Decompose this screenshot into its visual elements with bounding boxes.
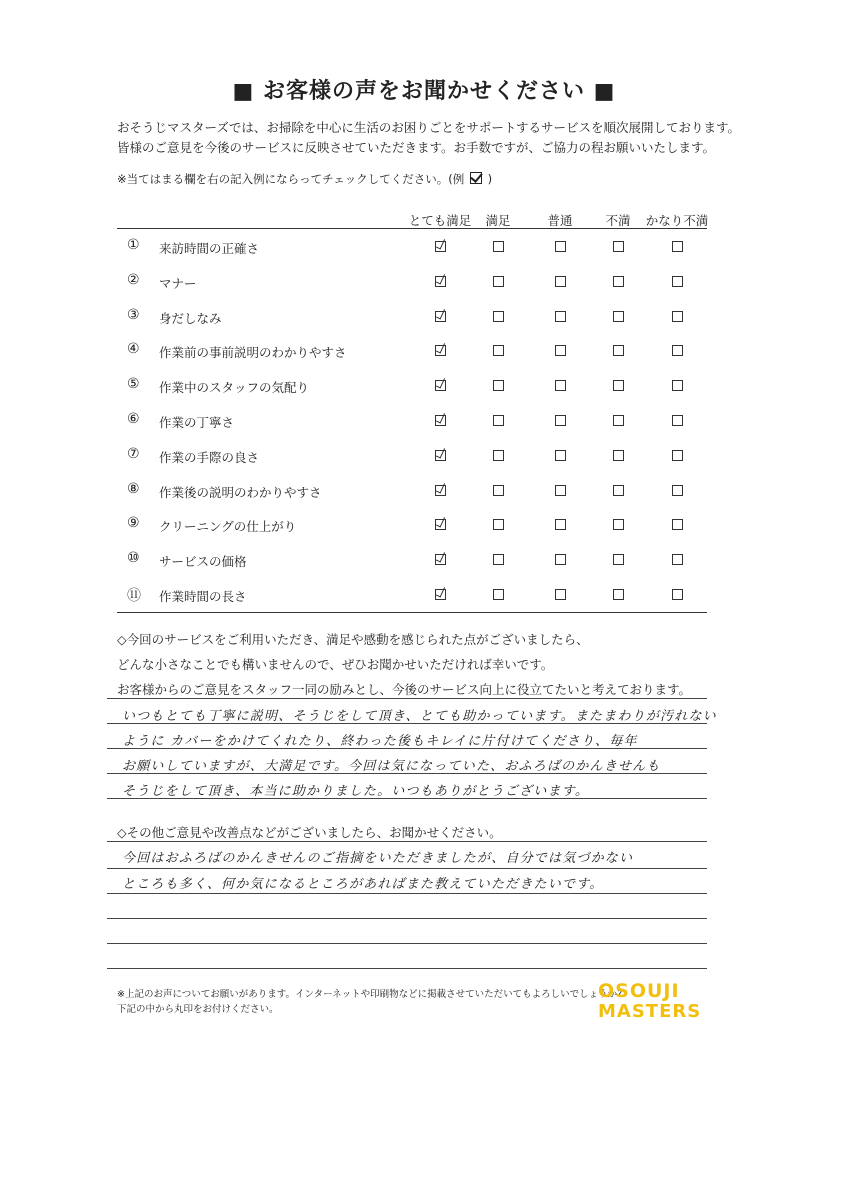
row-number: ④	[127, 341, 140, 358]
row-label: サービスの価格	[159, 554, 247, 570]
row-number: ③	[127, 306, 140, 323]
answer-rule	[107, 698, 707, 699]
rating-checkbox[interactable]	[555, 345, 566, 356]
rating-checkbox[interactable]	[435, 380, 446, 391]
rating-checkbox[interactable]	[555, 450, 566, 461]
rating-checkbox[interactable]	[493, 345, 504, 356]
rating-checkbox[interactable]	[493, 554, 504, 565]
survey-row	[117, 439, 707, 473]
footer-line: 下記の中から丸印をお付けください。	[117, 1004, 279, 1015]
instruction-text: ※当てはまる欄を右の記入例にならってチェックしてください。(例	[117, 172, 465, 186]
q2-answer-line: ところも多く、何か気になるところがあればまた教えていただきたいです。	[122, 877, 604, 892]
answer-rule	[107, 841, 707, 842]
survey-row	[117, 300, 707, 334]
row-number: ⑪	[127, 588, 141, 604]
page-title: ■ お客様の声をお聞かせください ■	[232, 79, 616, 104]
rating-checkbox[interactable]	[435, 589, 446, 600]
rating-checkbox[interactable]	[493, 589, 504, 600]
row-label: 来訪時間の正確さ	[159, 241, 260, 256]
table-top-rule	[117, 228, 707, 229]
rating-checkbox[interactable]	[613, 450, 624, 461]
rating-checkbox[interactable]	[672, 450, 683, 461]
rating-checkbox[interactable]	[613, 311, 624, 322]
rating-checkbox[interactable]	[493, 415, 504, 426]
rating-checkbox[interactable]	[613, 276, 624, 287]
rating-checkbox[interactable]	[493, 450, 504, 461]
rating-checkbox[interactable]	[672, 241, 683, 252]
row-label: 身だしなみ	[159, 310, 222, 326]
rating-checkbox[interactable]	[555, 589, 566, 600]
row-label: 作業前の事前説明のわかりやすさ	[159, 345, 347, 361]
rating-checkbox[interactable]	[613, 415, 624, 426]
survey-row	[117, 474, 707, 508]
answer-rule	[107, 943, 707, 944]
intro-text	[117, 118, 740, 158]
rating-checkbox[interactable]	[493, 311, 504, 322]
rating-checkbox[interactable]	[435, 276, 446, 287]
row-label: 作業の丁寧さ	[159, 415, 235, 430]
example-checkbox-icon	[470, 172, 482, 184]
rating-checkbox[interactable]	[555, 554, 566, 565]
q1-answer-line: いつもとても丁寧に説明、そうじをして頂き、とても助かっています。またまわりが汚れない	[122, 709, 717, 724]
rating-checkbox[interactable]	[672, 554, 683, 565]
instruction-suffix: )	[487, 172, 493, 186]
answer-rule	[107, 868, 707, 869]
row-number: ⑨	[127, 515, 140, 532]
q2-answer-line: 今回はおふろばのかんきせんのご指摘をいただきましたが、自分では気づかない	[122, 851, 634, 866]
osouji-masters-logo	[598, 980, 710, 1024]
column-header: とても満足	[408, 213, 472, 228]
row-label: 作業時間の長さ	[159, 589, 247, 604]
check-instruction	[117, 171, 492, 187]
rating-checkbox[interactable]	[435, 415, 446, 426]
q1-prompt-line: どんな小さなことでも構いませんので、ぜひお聞かせいただければ幸いです。	[117, 657, 554, 672]
column-header: 不満	[605, 213, 631, 228]
rating-checkbox[interactable]	[672, 311, 683, 322]
logo-line-1: OSOUJI	[598, 980, 680, 1002]
row-number: ⑦	[127, 445, 140, 462]
rating-checkbox[interactable]	[555, 485, 566, 496]
rating-checkbox[interactable]	[435, 485, 446, 496]
rating-checkbox[interactable]	[613, 589, 624, 600]
rating-checkbox[interactable]	[613, 485, 624, 496]
rating-checkbox[interactable]	[493, 519, 504, 530]
survey-row	[117, 334, 707, 368]
rating-checkbox[interactable]	[493, 276, 504, 287]
row-number: ②	[127, 271, 140, 288]
row-number: ⑩	[127, 550, 140, 567]
rating-checkbox[interactable]	[672, 380, 683, 391]
survey-row	[117, 543, 707, 577]
rating-checkbox[interactable]	[672, 276, 683, 287]
column-header: 普通	[547, 213, 573, 228]
rating-checkbox[interactable]	[555, 380, 566, 391]
footer-note	[117, 987, 622, 1017]
survey-row	[117, 508, 707, 542]
rating-checkbox[interactable]	[672, 345, 683, 356]
answer-rule	[107, 918, 707, 919]
rating-checkbox[interactable]	[435, 311, 446, 322]
rating-checkbox[interactable]	[672, 485, 683, 496]
footer-line: ※上記のお声についてお願いがあります。インターネットや印刷物などに掲載させていただいてもよろしいでしょうか?	[117, 989, 623, 1000]
row-number: ⑥	[127, 411, 140, 427]
answer-rule	[107, 968, 707, 969]
rating-checkbox[interactable]	[613, 345, 624, 356]
rating-checkbox[interactable]	[435, 241, 446, 252]
rating-checkbox[interactable]	[493, 485, 504, 496]
table-bottom-rule	[117, 612, 707, 613]
rating-checkbox[interactable]	[613, 241, 624, 252]
rating-checkbox[interactable]	[613, 554, 624, 565]
row-label: 作業の手際の良さ	[159, 449, 260, 465]
q1-answer-line: お願いしていますが、大満足です。今回は気になっていた、おふろばのかんきせんも	[122, 759, 661, 774]
rating-checkbox[interactable]	[672, 519, 683, 530]
rating-checkbox[interactable]	[672, 415, 683, 426]
rating-checkbox[interactable]	[493, 241, 504, 252]
rating-checkbox[interactable]	[555, 519, 566, 530]
answer-rule	[107, 893, 707, 894]
q1-prompt-line: ◇今回のサービスをご利用いただき、満足や感動を感じられた点がございましたら、	[117, 632, 589, 647]
row-label: 作業中のスタッフの気配り	[159, 380, 310, 396]
q1-answer-line: ように カバーをかけてくれたり、終わった後もキレイに片付けてくださり、毎年	[122, 734, 638, 749]
rating-checkbox[interactable]	[435, 519, 446, 530]
row-label: 作業後の説明のわかりやすさ	[159, 484, 322, 500]
survey-row	[117, 578, 707, 612]
column-header: かなり不満	[645, 213, 709, 228]
rating-checkbox[interactable]	[672, 589, 683, 600]
rating-checkbox[interactable]	[555, 415, 566, 426]
q1-answer-line: そうじをして頂き、本当に助かりました。いつもありがとうございます。	[122, 784, 590, 799]
intro-line: おそうじマスターズでは、お掃除を中心に生活のお困りごとをサポートするサービスを順次展開しております。	[117, 120, 741, 135]
q1-prompt-line: お客様からのご意見をスタッフ一同の励みとし、今後のサービス向上に役立てたいと考えております。	[117, 682, 692, 697]
survey-row	[117, 369, 707, 403]
rating-checkbox[interactable]	[435, 450, 446, 461]
survey-row	[117, 230, 707, 264]
row-label: マナー	[159, 275, 197, 291]
survey-row	[117, 265, 707, 299]
rating-checkbox[interactable]	[435, 345, 446, 356]
q2-prompt: ◇その他ご意見や改善点などがございましたら、お聞かせください。	[117, 825, 502, 840]
row-number: ①	[127, 237, 140, 253]
row-number: ⑧	[127, 480, 140, 497]
rating-checkbox[interactable]	[613, 380, 624, 391]
rating-checkbox[interactable]	[613, 519, 624, 530]
column-header: 満足	[485, 213, 511, 228]
logo-line-2: MASTERS	[598, 1001, 702, 1022]
row-label: クリーニングの仕上がり	[159, 519, 297, 535]
rating-checkbox[interactable]	[493, 380, 504, 391]
row-number: ⑤	[127, 376, 140, 393]
survey-row	[117, 404, 707, 438]
intro-line: 皆様のご意見を今後のサービスに反映させていただきます。お手数ですが、ご協力の程お願いいたします。	[117, 140, 716, 155]
rating-checkbox[interactable]	[555, 276, 566, 287]
rating-checkbox[interactable]	[555, 311, 566, 322]
rating-checkbox[interactable]	[555, 241, 566, 252]
rating-checkbox[interactable]	[435, 554, 446, 565]
